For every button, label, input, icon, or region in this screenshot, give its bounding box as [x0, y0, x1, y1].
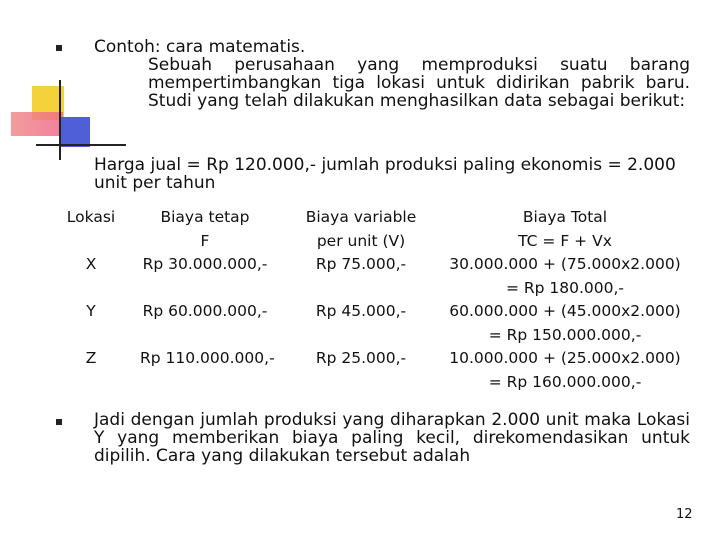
- given-text: Harga jual = Rp 120.000,- jumlah produksi paling ekonomis = 2.000 unit per tahun: [94, 155, 676, 193]
- bullet-icon: [56, 419, 62, 425]
- row-z-total-result: = Rp 160.000.000,-: [488, 372, 642, 391]
- vertical-line-decoration: [59, 80, 61, 160]
- row-y-fixed-cost: Rp 60.000.000,-: [142, 302, 268, 320]
- row-x-variable-cost: Rp 75.000,-: [315, 255, 407, 273]
- row-y-variable-cost: Rp 45.000,-: [315, 302, 407, 320]
- row-z-total-calc: 10.000.000 + (25.000x2.000): [449, 349, 681, 367]
- column-lokasi: [58, 206, 124, 371]
- page-number: 12: [676, 507, 693, 522]
- row-z-fixed-cost: Rp 110.000.000,-: [140, 349, 275, 367]
- intro-body: Sebuah perusahaan yang memproduksi suatu barang mempertimbangkan tiga lokasi untuk didirikan pabrik baru. Studi yang telah dilakukan menghasilkan data sebagai berikut:: [148, 55, 690, 111]
- bullet-icon: [56, 45, 62, 51]
- intro-paragraph: [94, 38, 690, 110]
- cost-table: [0, 206, 720, 396]
- row-x-lokasi: X: [85, 255, 97, 273]
- header-fixed-cost: Biaya tetap: [160, 208, 250, 226]
- header-total-cost: Biaya Total: [522, 208, 608, 226]
- row-y-lokasi: Y: [86, 302, 96, 320]
- row-z-variable-cost: Rp 25.000,-: [315, 349, 407, 367]
- red-bar-decoration: [11, 112, 63, 136]
- horizontal-line-decoration: [36, 144, 126, 146]
- row-x-total-result: = Rp 180.000,-: [505, 278, 625, 297]
- column-variable-cost: [296, 206, 426, 371]
- intro-heading: Contoh: cara matematis.: [94, 37, 306, 57]
- blue-square-decoration: [60, 117, 90, 147]
- conclusion-paragraph: Jadi dengan jumlah produksi yang diharapkan 2.000 unit maka Lokasi Y yang memberikan biaya paling kecil, direkomendasikan untuk dipilih. Cara yang dilakukan tersebut adalah: [94, 410, 690, 466]
- header-fixed-cost-symbol: F: [200, 231, 210, 250]
- row-x-fixed-cost: Rp 30.000.000,-: [142, 255, 268, 273]
- column-total-cost: [440, 206, 690, 394]
- header-variable-cost: Biaya variable: [305, 208, 417, 226]
- row-x-total-calc: 30.000.000 + (75.000x2.000): [449, 255, 681, 273]
- row-y-total-result: = Rp 150.000.000,-: [488, 325, 642, 344]
- header-total-cost-formula: TC = F + Vx: [518, 231, 612, 250]
- row-y-total-calc: 60.000.000 + (45.000x2.000): [449, 302, 681, 320]
- header-variable-cost-unit: per unit (V): [316, 231, 406, 250]
- row-z-lokasi: Z: [85, 349, 97, 367]
- header-lokasi: Lokasi: [66, 208, 116, 226]
- column-fixed-cost: [140, 206, 275, 371]
